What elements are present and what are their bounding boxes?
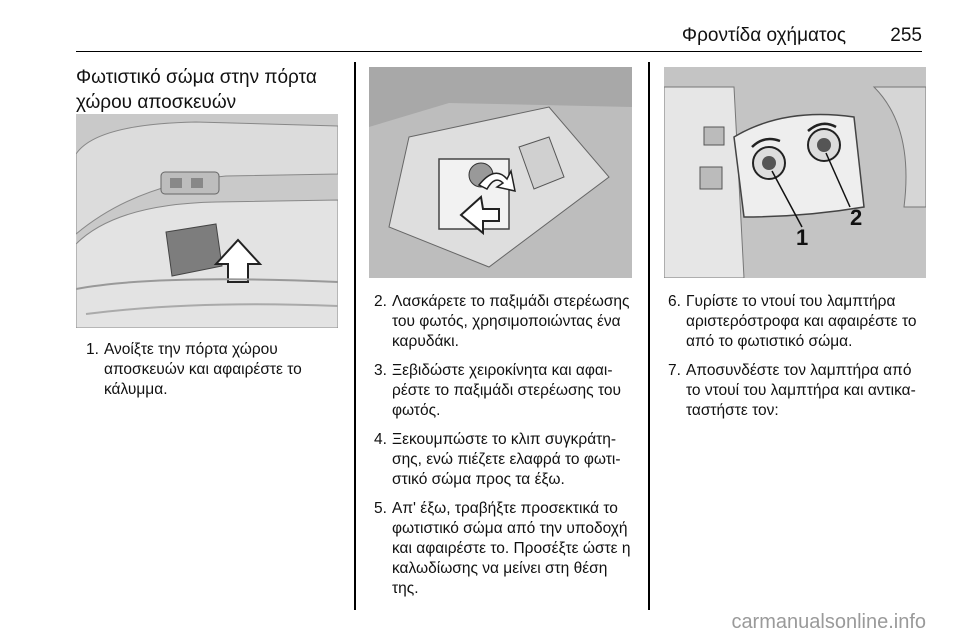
list-item <box>374 292 636 352</box>
step-text: Ξεβιδώστε χειροκίνητα και αφαιρέστε το παξιμάδι στερέωσης του φωτός. <box>392 362 621 419</box>
step-text: Απ' έξω, τραβήξτε προσεκτικά το φωτιστικό σώμα από την υποδοχή και αφαιρέστε το. Προσέξτε ώστε η καλωδίωσης να μείνει στη θέση της. <box>392 500 631 597</box>
step-text: Αποσυνδέστε τον λαμπτήρα από το ντουί του λαμπτήρα και αντικαταστήστε τον: <box>686 362 916 419</box>
step-number: 5. <box>374 500 387 517</box>
watermark: carmanualsonline.info <box>731 611 926 633</box>
list-item <box>668 292 930 352</box>
step-text: Ανοίξτε την πόρτα χώρου αποσκευών και αφαιρέστε το κάλυμμα. <box>104 341 302 398</box>
figure-bulb-holder <box>664 67 926 278</box>
list-item <box>374 499 636 599</box>
steps-column-1 <box>86 340 316 409</box>
steps-column-3 <box>668 292 930 430</box>
column-divider <box>648 62 650 610</box>
figure-tailgate-cover <box>76 114 338 328</box>
step-text: Ξεκουμπώστε το κλιπ συγκράτησης, ενώ πιέζετε ελαφρά το φωτιστικό σώμα προς τα έξω. <box>392 431 621 488</box>
bulb-holder-illustration <box>664 67 926 278</box>
tailgate-illustration <box>76 114 338 328</box>
list-item <box>374 430 636 490</box>
step-number: 3. <box>374 362 387 379</box>
step-number: 4. <box>374 431 387 448</box>
step-number: 6. <box>668 293 681 310</box>
page-header <box>76 22 922 52</box>
step-text: Γυρίστε το ντουί του λαμπτήρα αριστερόστροφα και αφαιρέστε το από το φωτιστικό σώμα. <box>686 293 917 350</box>
section-title: Φωτιστικό σώμα στην πόρτα χώρου αποσκευών <box>76 67 317 113</box>
list-item <box>668 361 930 421</box>
step-number: 7. <box>668 362 681 379</box>
step-text: Λασκάρετε το παξιμάδι στερέωσης του φωτός, χρησιμοποιώντας ένα καρυδάκι. <box>392 293 630 350</box>
callout-1: 1 <box>796 225 809 250</box>
list-item <box>86 340 316 400</box>
callout-2: 2 <box>850 205 863 230</box>
steps-column-2 <box>374 292 636 608</box>
page-number: 255 <box>890 25 922 46</box>
header-title: Φροντίδα οχήματος <box>681 25 846 46</box>
light-nut-illustration <box>369 67 632 278</box>
list-item <box>374 361 636 421</box>
column-divider <box>354 62 356 610</box>
step-number: 1. <box>86 341 99 358</box>
figure-light-nut <box>369 67 632 278</box>
step-number: 2. <box>374 293 387 310</box>
